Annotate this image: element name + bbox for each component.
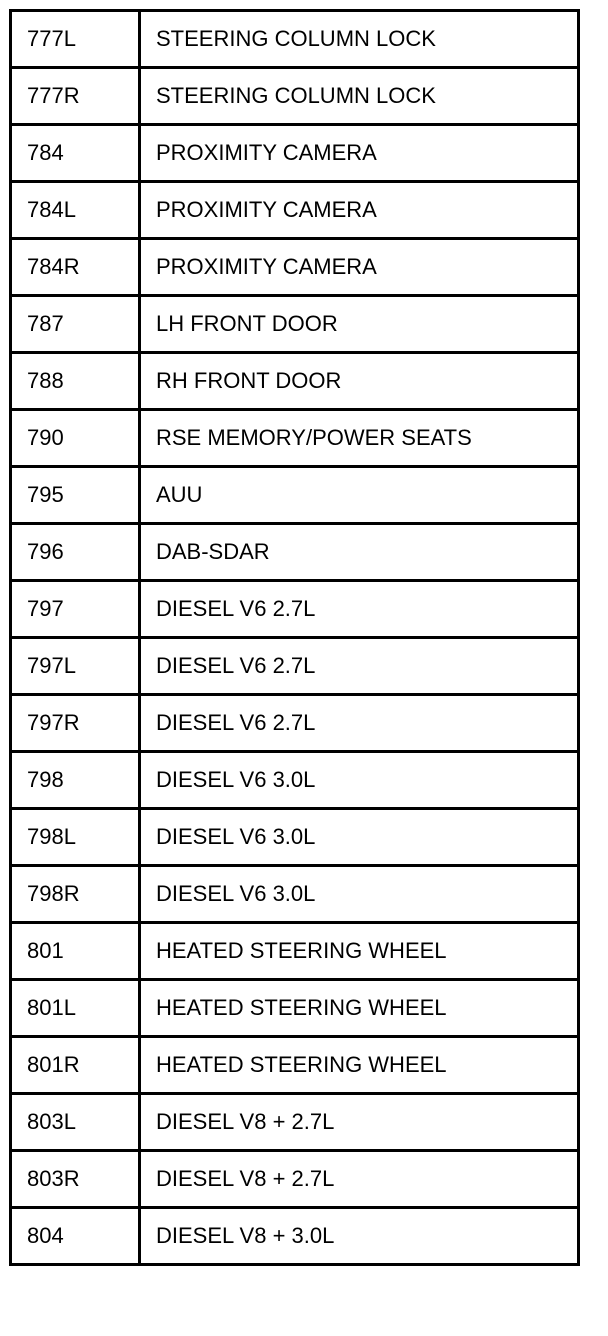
table-row	[11, 1208, 579, 1265]
description-cell: PROXIMITY CAMERA	[140, 182, 579, 239]
code-cell: 784R	[11, 239, 140, 296]
table-row	[11, 296, 579, 353]
code-cell: 803R	[11, 1151, 140, 1208]
code-cell: 797	[11, 581, 140, 638]
table-row	[11, 353, 579, 410]
description-cell: DIESEL V6 2.7L	[140, 695, 579, 752]
table-row	[11, 467, 579, 524]
code-cell: 801	[11, 923, 140, 980]
description-cell: AUU	[140, 467, 579, 524]
description-cell: HEATED STEERING WHEEL	[140, 923, 579, 980]
description-cell: DIESEL V6 3.0L	[140, 809, 579, 866]
table-row	[11, 524, 579, 581]
table-row	[11, 1151, 579, 1208]
code-description-table	[9, 9, 580, 1266]
code-cell: 796	[11, 524, 140, 581]
code-cell: 790	[11, 410, 140, 467]
table-row	[11, 410, 579, 467]
table-row	[11, 809, 579, 866]
description-cell: PROXIMITY CAMERA	[140, 125, 579, 182]
code-cell: 797L	[11, 638, 140, 695]
code-cell: 784	[11, 125, 140, 182]
code-cell: 801L	[11, 980, 140, 1037]
description-cell: PROXIMITY CAMERA	[140, 239, 579, 296]
description-cell: STEERING COLUMN LOCK	[140, 11, 579, 68]
code-cell: 777L	[11, 11, 140, 68]
description-cell: LH FRONT DOOR	[140, 296, 579, 353]
description-cell: STEERING COLUMN LOCK	[140, 68, 579, 125]
table-row	[11, 638, 579, 695]
table-row	[11, 239, 579, 296]
table-row	[11, 581, 579, 638]
table-row	[11, 1094, 579, 1151]
description-cell: DIESEL V6 2.7L	[140, 638, 579, 695]
code-cell: 801R	[11, 1037, 140, 1094]
code-cell: 804	[11, 1208, 140, 1265]
description-cell: DAB-SDAR	[140, 524, 579, 581]
code-cell: 803L	[11, 1094, 140, 1151]
table-row	[11, 752, 579, 809]
description-cell: DIESEL V6 3.0L	[140, 866, 579, 923]
code-cell: 798L	[11, 809, 140, 866]
table-row	[11, 1037, 579, 1094]
description-cell: RH FRONT DOOR	[140, 353, 579, 410]
code-cell: 797R	[11, 695, 140, 752]
code-cell: 787	[11, 296, 140, 353]
description-cell: DIESEL V8 + 3.0L	[140, 1208, 579, 1265]
table-row	[11, 695, 579, 752]
table-row	[11, 11, 579, 68]
description-cell: RSE MEMORY/POWER SEATS	[140, 410, 579, 467]
description-cell: HEATED STEERING WHEEL	[140, 1037, 579, 1094]
description-cell: DIESEL V8 + 2.7L	[140, 1151, 579, 1208]
description-cell: DIESEL V6 3.0L	[140, 752, 579, 809]
description-cell: DIESEL V6 2.7L	[140, 581, 579, 638]
code-cell: 788	[11, 353, 140, 410]
description-cell: HEATED STEERING WHEEL	[140, 980, 579, 1037]
table-row	[11, 182, 579, 239]
table-row	[11, 866, 579, 923]
code-cell: 795	[11, 467, 140, 524]
table-row	[11, 68, 579, 125]
table-row	[11, 923, 579, 980]
table-body	[11, 11, 579, 1265]
code-cell: 798R	[11, 866, 140, 923]
table-row	[11, 125, 579, 182]
code-cell: 777R	[11, 68, 140, 125]
code-cell: 784L	[11, 182, 140, 239]
table-row	[11, 980, 579, 1037]
code-cell: 798	[11, 752, 140, 809]
description-cell: DIESEL V8 + 2.7L	[140, 1094, 579, 1151]
